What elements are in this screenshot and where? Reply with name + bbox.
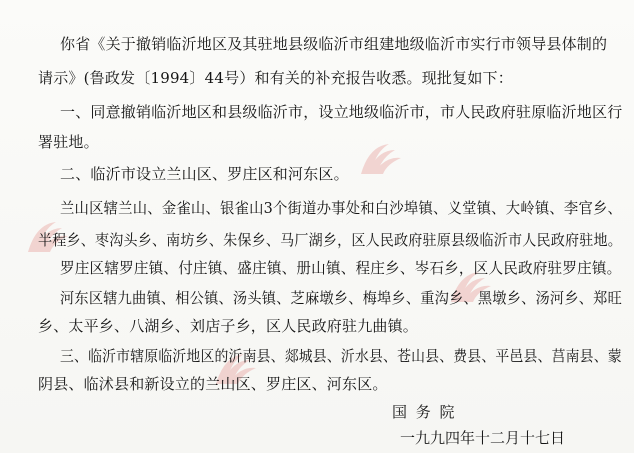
body-line: 二、临沂市设立兰山区、罗庄区和河东区。 (60, 165, 349, 183)
body-line: 河东区辖九曲镇、相公镇、汤头镇、芝麻墩乡、梅埠乡、重沟乡、黑墩乡、汤河乡、郑旺 (60, 289, 622, 307)
body-line: 阴县、临沭县和新设立的兰山区、罗庄区、河东区。 (38, 375, 388, 393)
body-line: 三、临沂市辖原临沂地区的沂南县、郯城县、沂水县、苍山县、费县、平邑县、莒南县、蒙 (60, 347, 622, 365)
issue-date: 一九九四年十二月十七日 (400, 429, 566, 447)
issuer-name: 国 务 院 (392, 403, 457, 421)
body-line: 请示》(鲁政发〔1994〕44号）和有关的补充报告收悉。现批复如下： (38, 69, 513, 87)
body-line: 你省《关于撤销临沂地区及其驻地县级临沂市组建地级临沂市实行市领导县体制的 (60, 35, 608, 53)
body-line: 署驻地。 (38, 133, 99, 151)
body-line: 乡、太平乡、八湖乡、刘店子乡，区人民政府驻九曲镇。 (38, 317, 419, 335)
body-line: 罗庄区辖罗庄镇、付庄镇、盛庄镇、册山镇、程庄乡、岑石乡，区人民政府驻罗庄镇。 (60, 259, 622, 277)
body-line: 一、同意撤销临沂地区和县级临沂市，设立地级临沂市，市人民政府驻原临沂地区行 (60, 103, 623, 121)
watermark-logo (355, 140, 555, 180)
body-line: 半程乡、枣沟头乡、南坊乡、朱保乡、马厂湖乡，区人民政府驻原县级临沂市人民政府驻地。 (38, 231, 622, 249)
body-line: 兰山区辖兰山、金雀山、银雀山3个街道办事处和白沙埠镇、义堂镇、大岭镇、李官乡、 (60, 199, 623, 217)
